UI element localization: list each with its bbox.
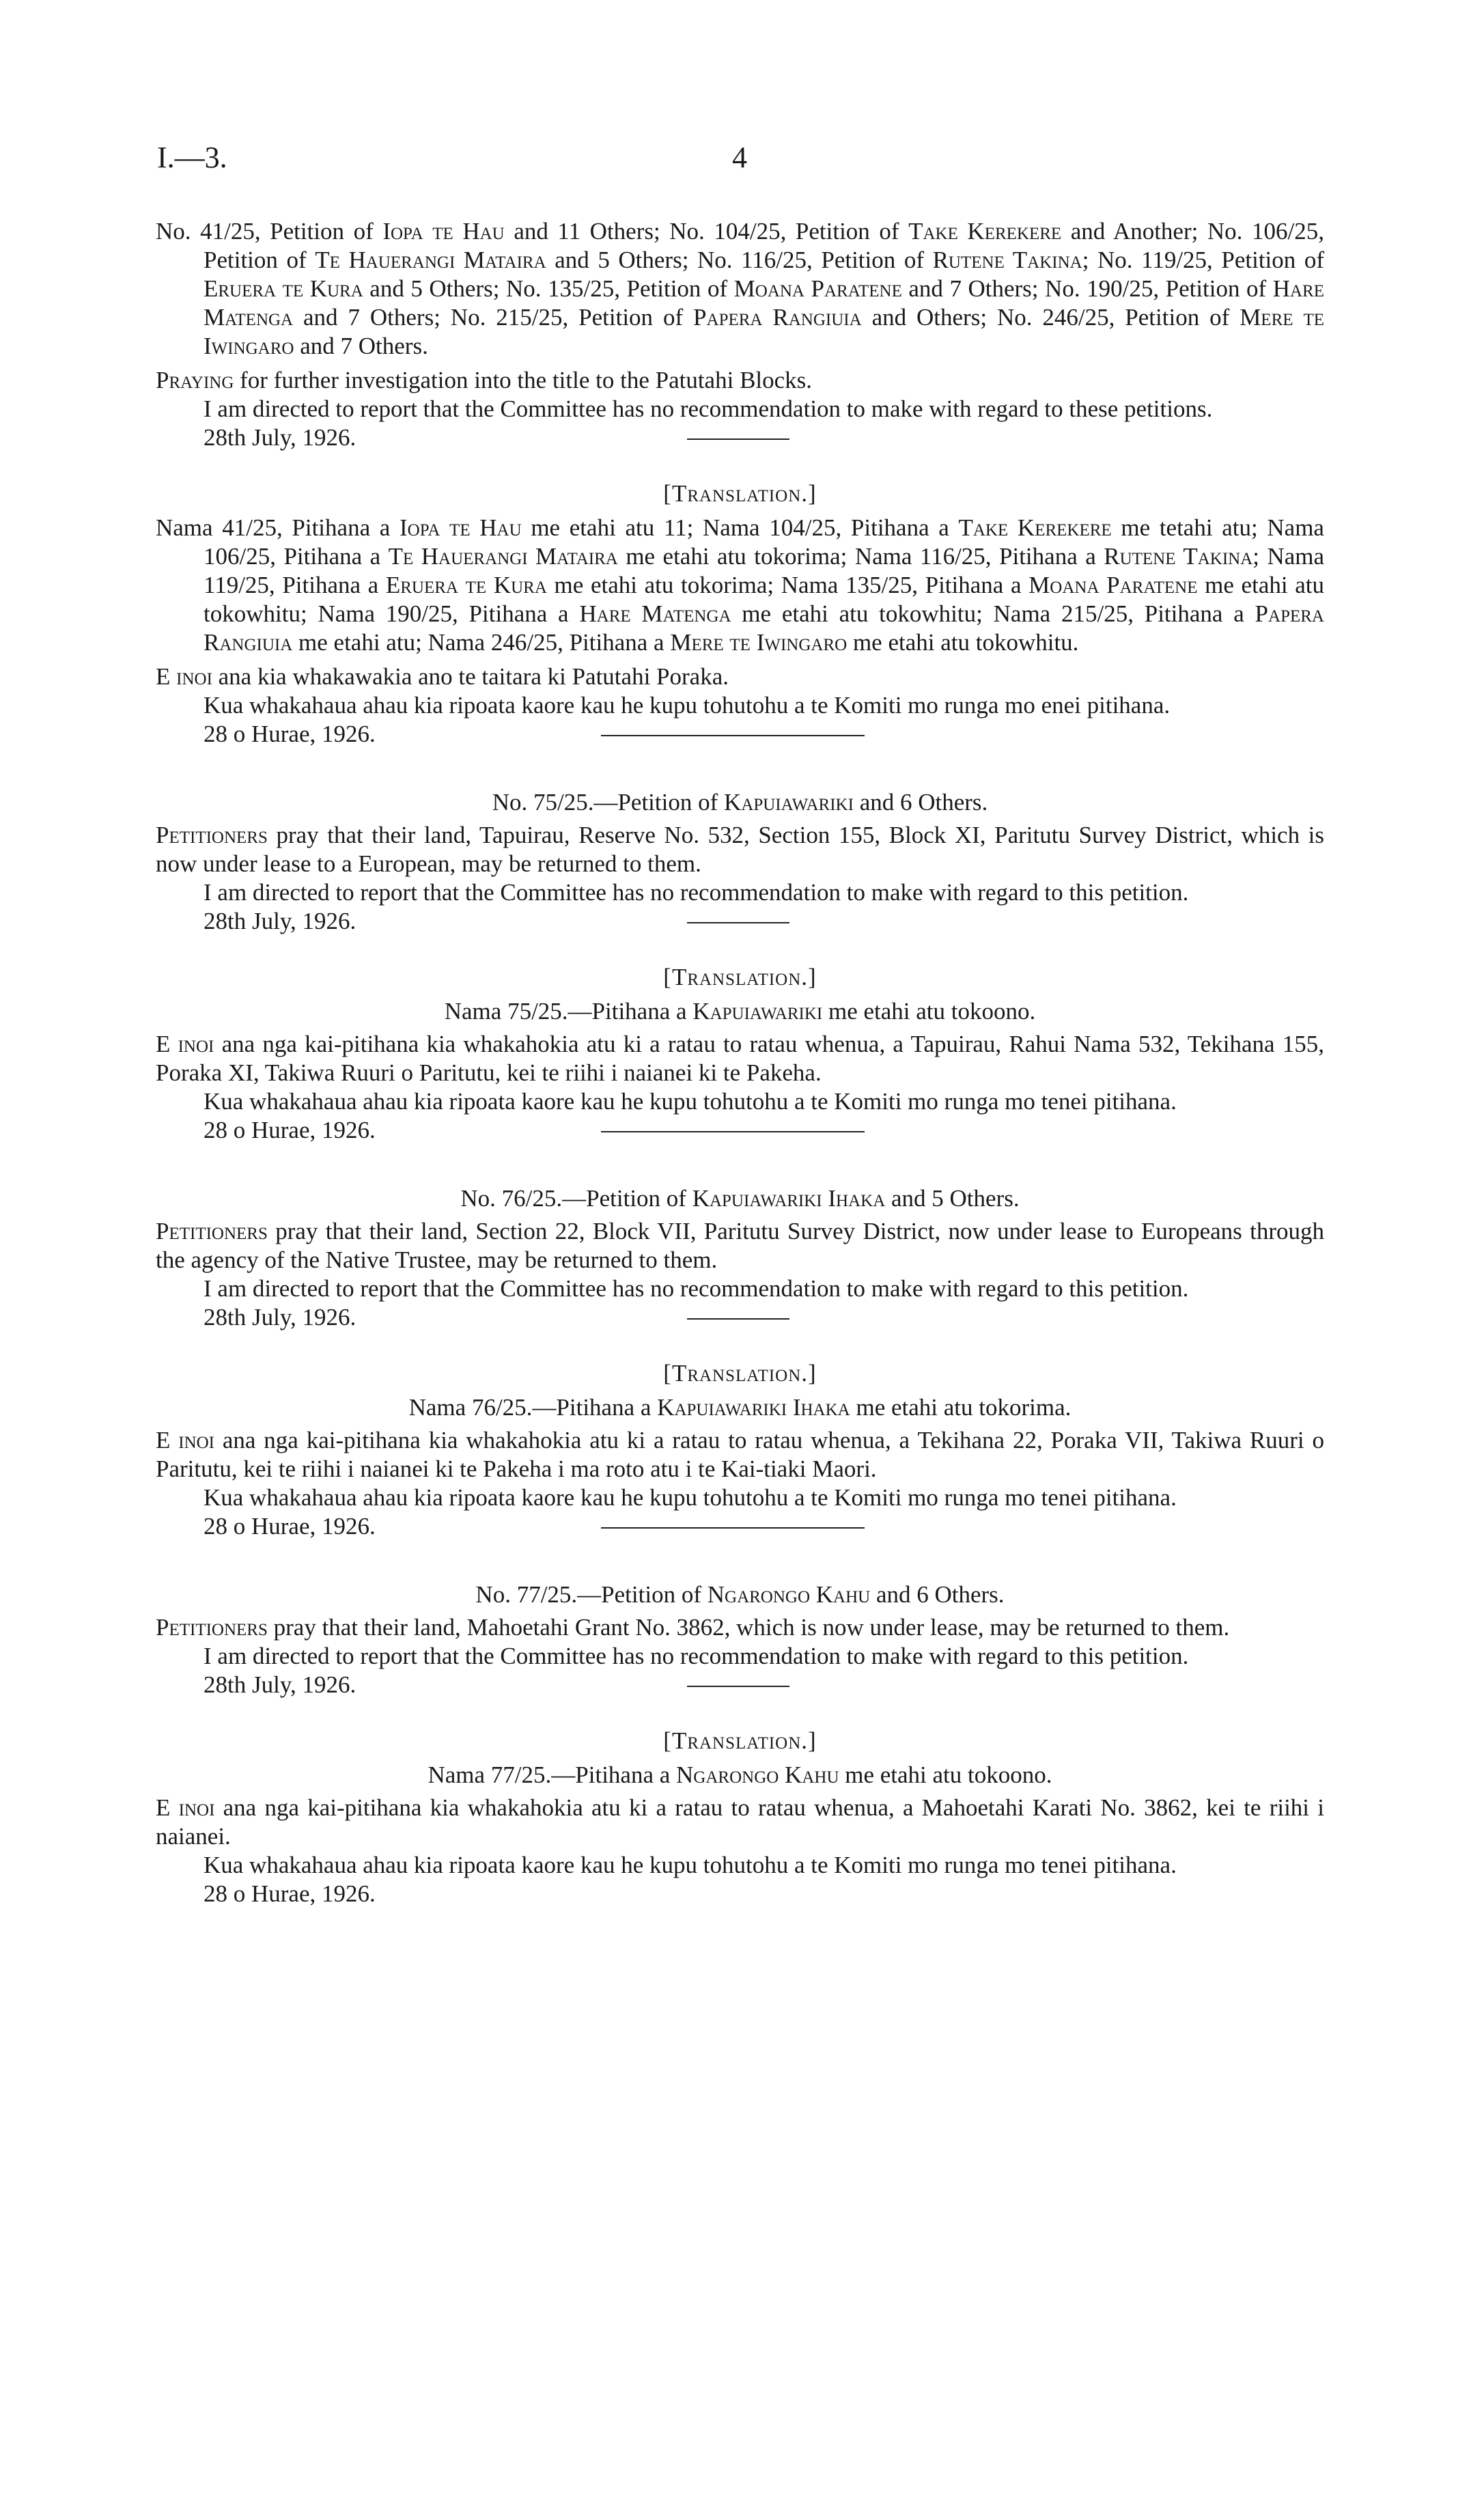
person-name: E inoi	[156, 663, 212, 690]
translated-report	[156, 1851, 1324, 1880]
person-name: Papera Rangiuia	[693, 304, 862, 331]
report-date: 28th July, 1926.	[204, 908, 356, 934]
text-run: me tetahi atu; Nama 106/25, Pitihana a	[204, 514, 1324, 570]
text-run: I am directed to report that the Committee has no recommendation to make with regard to these petitions.	[204, 395, 1213, 422]
report-date-line	[156, 907, 1324, 936]
translated-report	[156, 691, 1324, 720]
person-name: Petitioners	[156, 1218, 268, 1244]
translation-label: [Translation.]	[663, 1360, 817, 1387]
text-run: me etahi atu tokorima.	[850, 1394, 1072, 1421]
translated-petition-text	[156, 1030, 1324, 1087]
text-run: Kua whakahaua ahau kia ripoata kaore kau he kupu tohutohu a te Komiti mo runga mo enei pitihana.	[204, 692, 1171, 719]
text-run: ana kia whakawakia ano te taitara ki Patutahi Poraka.	[212, 663, 729, 690]
separator-rule	[687, 438, 789, 440]
translated-heading	[156, 1761, 1324, 1789]
text-run: Nama 76/25.—Pitihana a	[408, 1394, 658, 1421]
text-run: and 6 Others.	[870, 1581, 1005, 1608]
text-run: Kua whakahaua ahau kia ripoata kaore kau he kupu tohutohu a te Komiti mo runga mo tenei pitihana.	[204, 1484, 1177, 1511]
person-name: Mere te Iwingaro	[204, 304, 1324, 359]
text-run: me etahi atu tokoono.	[822, 998, 1036, 1025]
page-content	[156, 217, 1324, 1908]
translated-date-line	[156, 1512, 1324, 1541]
person-name: E inoi	[156, 1031, 214, 1057]
translation-label: [Translation.]	[663, 480, 817, 507]
person-name: Rutene Takina	[932, 247, 1082, 273]
page-header	[157, 143, 1327, 179]
person-name: Kapuiawariki Ihaka	[692, 1185, 886, 1212]
separator-rule	[687, 1318, 789, 1320]
text-run: and 5 Others; No. 135/25, Petition of	[363, 275, 734, 302]
translated-date-line	[156, 1880, 1324, 1908]
translated-petition-text	[156, 1794, 1324, 1851]
person-name: Hare Matenga	[204, 275, 1324, 331]
translated-date: 28 o Hurae, 1926.	[204, 1880, 376, 1907]
translated-petition-text	[156, 1426, 1324, 1484]
petition-text	[156, 1217, 1324, 1275]
report-date: 28th July, 1926.	[204, 1671, 356, 1698]
text-run: ana nga kai-pitihana kia whakahokia atu ki a ratau to ratau whenua, a Tapuirau, Rahui Nama 532, Tekihana 155, Poraka XI, Takiwa Ruuri o Paritutu, kei te riihi i naianei ki te Pakeha.	[156, 1031, 1325, 1086]
text-run: and 6 Others.	[853, 789, 988, 816]
separator-rule	[601, 1527, 865, 1529]
text-run: me etahi atu; Nama 246/25, Pitihana a	[292, 629, 671, 656]
petition-list	[156, 217, 1324, 361]
translated-prayer	[156, 663, 1324, 691]
translated-date-line	[156, 1116, 1324, 1145]
text-run: me etahi atu tokowhitu; Nama 190/25, Pitihana a	[204, 572, 1324, 627]
text-run: and 7 Others; No. 215/25, Petition of	[293, 304, 694, 331]
text-run: Kua whakahaua ahau kia ripoata kaore kau he kupu tohutohu a te Komiti mo runga mo tenei pitihana.	[204, 1852, 1177, 1878]
report-date: 28th July, 1926.	[204, 424, 356, 451]
text-run: Kua whakahaua ahau kia ripoata kaore kau he kupu tohutohu a te Komiti mo runga mo tenei pitihana.	[204, 1088, 1177, 1115]
committee-report	[156, 395, 1324, 423]
translation-label: [Translation.]	[663, 1727, 817, 1754]
text-run: No. 75/25.—Petition of	[492, 789, 724, 816]
text-run: me etahi atu tokoono.	[839, 1761, 1052, 1788]
person-name: Eruera te Kura	[204, 275, 363, 302]
translated-heading	[156, 1393, 1324, 1422]
text-run: ; No. 119/25, Petition of	[1082, 247, 1325, 273]
section-heading	[156, 1184, 1324, 1213]
translated-report	[156, 1484, 1324, 1512]
text-run: No. 76/25.—Petition of	[460, 1185, 692, 1212]
text-run: No. 41/25, Petition of	[156, 218, 383, 245]
person-name: Iopa te Hau	[382, 218, 505, 245]
committee-report	[156, 1275, 1324, 1303]
person-name: Hare Matenga	[579, 600, 731, 627]
translated-date: 28 o Hurae, 1926.	[204, 1513, 376, 1540]
text-run: Nama 77/25.—Pitihana a	[428, 1761, 677, 1788]
text-run: and Others; No. 246/25, Petition of	[861, 304, 1240, 331]
text-run: for further investigation into the title to the Patutahi Blocks.	[234, 367, 813, 393]
text-run: me etahi atu tokowhitu.	[847, 629, 1079, 656]
petition-text	[156, 821, 1324, 878]
translated-date: 28 o Hurae, 1926.	[204, 1117, 376, 1143]
person-name: Kapuiawariki	[692, 998, 823, 1025]
report-date: 28th July, 1926.	[204, 1304, 356, 1331]
text-run: me etahi atu tokorima; Nama 135/25, Pitihana a	[546, 572, 1029, 598]
text-run: pray that their land, Tapuirau, Reserve No. 532, Section 155, Block XI, Paritutu Survey District, which is now under lease to a European, may be returned to them.	[156, 822, 1324, 877]
report-date-line	[156, 423, 1324, 452]
committee-report	[156, 1642, 1324, 1671]
person-name: E inoi	[156, 1427, 214, 1453]
committee-report	[156, 878, 1324, 907]
person-name: Praying	[156, 367, 234, 393]
person-name: Iopa te Hau	[400, 514, 522, 541]
person-name: E inoi	[156, 1794, 215, 1821]
section-heading	[156, 1580, 1324, 1609]
text-run: and 7 Others.	[294, 333, 428, 359]
report-date-line	[156, 1303, 1324, 1332]
text-run: I am directed to report that the Committee has no recommendation to make with regard to this petition.	[204, 1643, 1189, 1669]
text-run: and 5 Others.	[885, 1185, 1020, 1212]
text-run: Nama 41/25, Pitihana a	[156, 514, 400, 541]
person-name: Petitioners	[156, 822, 268, 848]
text-run: Nama 75/25.—Pitihana a	[444, 998, 693, 1025]
text-run: me etahi atu 11; Nama 104/25, Pitihana a	[521, 514, 959, 541]
petition-text	[156, 1613, 1324, 1642]
person-name: Eruera te Kura	[385, 572, 547, 598]
separator-rule	[687, 922, 789, 923]
text-run: I am directed to report that the Committee has no recommendation to make with regard to this petition.	[204, 1275, 1189, 1302]
text-run: and 5 Others; No. 116/25, Petition of	[546, 247, 933, 273]
person-name: Moana Paratene	[733, 275, 902, 302]
section-heading	[156, 788, 1324, 817]
person-name: Mere te Iwingaro	[670, 629, 848, 656]
person-name: Ngarongo Kahu	[707, 1581, 871, 1608]
person-name: Rutene Takina	[1104, 543, 1253, 570]
text-run: ana nga kai-pitihana kia whakahokia atu ki a ratau to ratau whenua, a Tekihana 22, Poraka VII, Takiwa Ruuri o Paritutu, kei te riihi i naianei ki te Pakeha i ma roto atu i te Kai-tiaki Maori.	[156, 1427, 1324, 1482]
translated-date-line	[156, 720, 1324, 749]
separator-rule	[601, 735, 865, 736]
text-run: I am directed to report that the Committee has no recommendation to make with regard to this petition.	[204, 879, 1189, 906]
text-run: No. 77/25.—Petition of	[475, 1581, 708, 1608]
text-run: and 7 Others; No. 190/25, Petition of	[901, 275, 1273, 302]
person-name: Moana Paratene	[1028, 572, 1198, 598]
person-name: Kapuiawariki Ihaka	[657, 1394, 850, 1421]
person-name: Papera Rangiuia	[204, 600, 1324, 656]
text-run: and Another; No. 106/25, Petition of	[204, 218, 1324, 273]
person-name: Ngarongo Kahu	[676, 1761, 839, 1788]
translated-heading	[156, 997, 1324, 1026]
person-name: Te Hauerangi Mataira	[388, 543, 618, 570]
text-run: me etahi atu tokowhitu; Nama 215/25, Pitihana a	[731, 600, 1255, 627]
person-name: Take Kerekere	[958, 514, 1112, 541]
petition-prayer	[156, 366, 1324, 395]
person-name: Te Hauerangi Mataira	[315, 247, 546, 273]
translation-label: [Translation.]	[663, 964, 817, 990]
parliamentary-paper-reference: I.—3.	[157, 141, 227, 174]
person-name: Kapuiawariki	[724, 789, 854, 816]
separator-rule	[687, 1686, 789, 1687]
person-name: Petitioners	[156, 1614, 268, 1641]
page-number: 4	[732, 141, 747, 174]
translated-petition-list	[156, 514, 1324, 657]
text-run: me etahi atu tokorima; Nama 116/25, Pitihana a	[617, 543, 1104, 570]
translated-date: 28 o Hurae, 1926.	[204, 721, 376, 747]
separator-rule	[601, 1131, 865, 1132]
translated-report	[156, 1087, 1324, 1116]
person-name: Take Kerekere	[908, 218, 1062, 245]
text-run: pray that their land, Section 22, Block VII, Paritutu Survey District, now under lease to Europeans through the agency of the Native Trustee, may be returned to them.	[156, 1218, 1324, 1273]
text-run: pray that their land, Mahoetahi Grant No. 3862, which is now under lease, may be returned to them.	[267, 1614, 1230, 1641]
text-run: ana nga kai-pitihana kia whakahokia atu ki a ratau to ratau whenua, a Mahoetahi Karati No. 3862, kei te riihi i naianei.	[156, 1794, 1324, 1850]
report-date-line	[156, 1671, 1324, 1699]
text-run: and 11 Others; No. 104/25, Petition of	[504, 218, 909, 245]
text-run: ; Nama 119/25, Pitihana a	[204, 543, 1325, 598]
